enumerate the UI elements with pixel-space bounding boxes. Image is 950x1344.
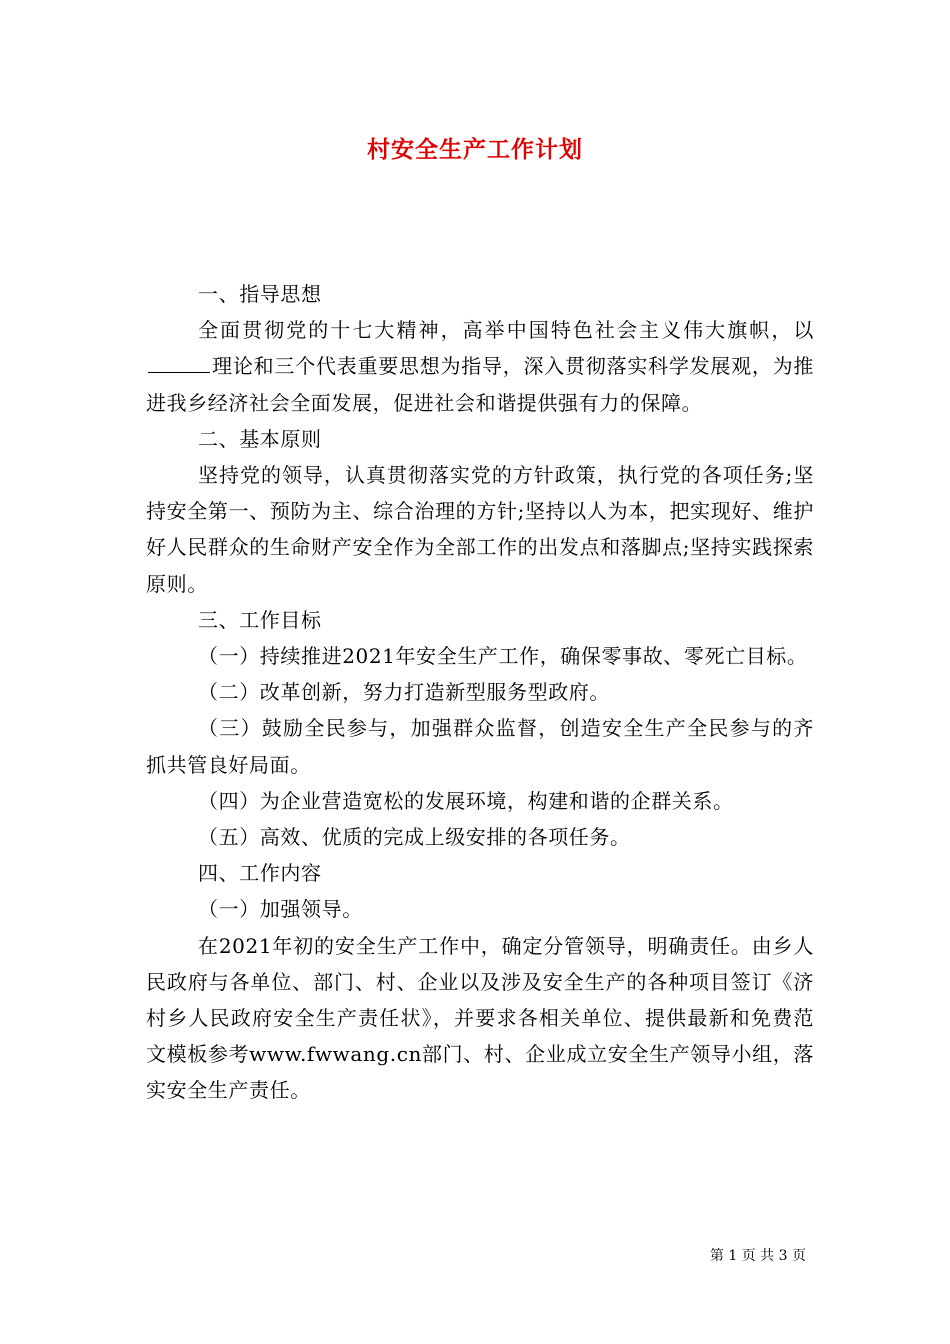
paragraph-text: 全面贯彻党的十七大精神，高举中国特色社会主义伟大旗帜，以 bbox=[198, 318, 814, 343]
list-item: （一）持续推进2021年安全生产工作，确保零事故、零死亡目标。 bbox=[198, 644, 808, 669]
section-heading: 二、基本原则 bbox=[198, 426, 322, 451]
section-heading: 一、指导思想 bbox=[198, 282, 322, 306]
list-item: （五）高效、优质的完成上级安排的各项任务。 bbox=[198, 825, 631, 850]
section-heading: 四、工作内容 bbox=[198, 861, 322, 886]
page-number: 第 1 页 共 3 页 bbox=[709, 1248, 806, 1264]
paragraph bbox=[146, 312, 814, 421]
list-item: （三）鼓励全民参与，加强群众监督，创造安全生产全民参与的齐抓共管良好局面。 bbox=[146, 716, 814, 777]
list-item: （四）为企业营造宽松的发展环境，构建和谐的企群关系。 bbox=[198, 788, 734, 813]
document-title: 村安全生产工作计划 bbox=[367, 136, 583, 163]
paragraph-text: 理论和三个代表重要思想为指导，深入贯彻落实科学发展观，为推进我乡经济社会全面发展，促进社会和谐提供强有力的保障。 bbox=[146, 354, 814, 415]
document-body bbox=[146, 276, 814, 1109]
fill-in-blank bbox=[148, 354, 210, 373]
list-item: （二）改革创新，努力打造新型服务型政府。 bbox=[198, 680, 610, 705]
subsection-heading: （一）加强领导。 bbox=[198, 897, 363, 922]
section-heading: 三、工作目标 bbox=[198, 607, 322, 632]
paragraph: 在2021年初的安全生产工作中，确定分管领导，明确责任。由乡人民政府与各单位、部门、村、企业以及涉及安全生产的各种项目签订《济村乡人民政府安全生产责任状》，并要求各相关单位、提供最新和免费范文模板参考www.fwwang.cn部门、村、企业成立安全生产领导小组，落实安全生产责任。 bbox=[146, 933, 814, 1103]
paragraph: 坚持党的领导，认真贯彻落实党的方针政策，执行党的各项任务;坚持安全第一、预防为主、综合治理的方针;坚持以人为本，把实现好、维护好人民群众的生命财产安全作为全部工作的出发点和落脚点;坚持实践探索原则。 bbox=[146, 463, 814, 596]
